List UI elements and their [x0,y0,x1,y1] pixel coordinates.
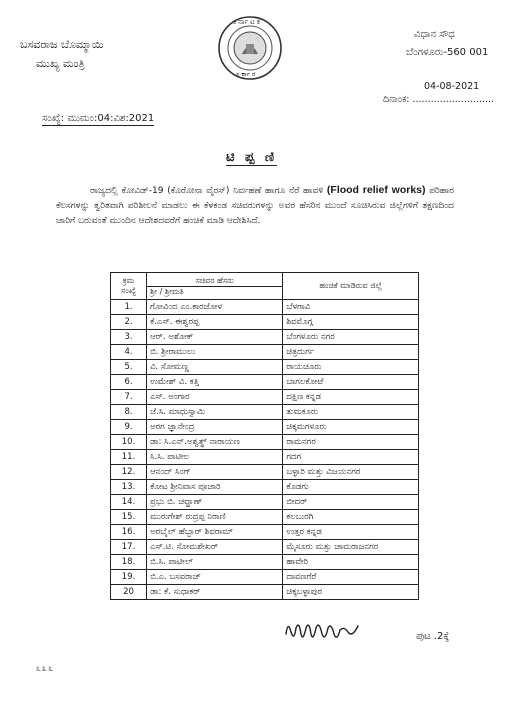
table-row [111,450,419,465]
row-sl-no: 9. [111,420,147,435]
row-district: ಬಳ್ಳಾರಿ ಮತ್ತು ವಿಜಯನಗರ [283,465,419,480]
row-district: ಗದಗ [283,450,419,465]
reference-number: ಸಂಖ್ಯೆ: ಮುಮಂ:04:ವಿಶ:2021 [42,113,155,124]
row-minister-name: ಆರ್. ಅಶೋಕ್ [147,330,283,345]
seal-bottom-text: ಸರ್ಕಾರ [236,70,258,78]
row-sl-no: 17. [111,540,147,555]
row-sl-no: 19. [111,570,147,585]
row-district: ಬೆಳಗಾವಿ [283,300,419,315]
government-seal [216,14,284,82]
row-sl-no: 11. [111,450,147,465]
row-district: ಚಿಕ್ಕಬಳ್ಳಾಪುರ [283,585,419,600]
table-row [111,435,419,450]
row-minister-name: ಮುರುಗೇಶ್ ರುದ್ರಪ್ಪ ನಿರಾಣಿ [147,510,283,525]
row-minister-name: ಬಿ.ಸಿ. ಪಾಟೀಲ್ [147,555,283,570]
row-minister-name: ಪ್ರಭು ಬಿ. ಚವ್ಹಾಣ್ [147,495,283,510]
page-continuation: ಪುಟ .2ಕ್ಕೆ [416,631,450,642]
document-title: ಟಿ ಪ್ಪ ಣಿ [226,150,278,165]
row-minister-name: ಕೆ.ಎಸ್. ಈಶ್ವರಪ್ಪ [147,315,283,330]
row-district: ರಾಯಚೂರು [283,360,419,375]
row-sl-no: 12. [111,465,147,480]
row-minister-name: ಅರಬೈಲ್ ಹೆಬ್ಬಾರ್ ಶಿವರಾಮ್ [147,525,283,540]
date-line [383,94,494,105]
corner-mark: ೬೩೬ [36,664,55,674]
row-district: ಶಿವಮೊಗ್ಗ [283,315,419,330]
row-district: ಬೆಂಗಳೂರು ನಗರ [283,330,419,345]
header-minister: ಸಚಿವರ ಹೆಸರು ಶ್ರೀ / ಶ್ರೀಮತಿ [147,273,283,300]
row-sl-no: 18. [111,555,147,570]
row-district: ಮೈಸೂರು ಮತ್ತು ಚಾಮರಾಜನಗರ [283,540,419,555]
row-sl-no: 8. [111,405,147,420]
row-sl-no: 14. [111,495,147,510]
body-line1: ರಾಜ್ಯದಲ್ಲಿ ಕೋವಿಡ್-19 (ಕೊರೋನಾ ವೈರಸ್) ನಿರ್ವಹಣೆ ಹಾಗೂ ನೆರೆ ಹಾವಳಿ [90,186,324,196]
table-row [111,390,419,405]
row-sl-no: 2. [111,315,147,330]
row-minister-name: ಆನಂದ್ ಸಿಂಗ್ [147,465,283,480]
table-row [111,495,419,510]
row-district: ಉತ್ತರ ಕನ್ನಡ [283,525,419,540]
row-district: ಚಿತ್ರದುರ್ಗ [283,345,419,360]
row-district: ಕಲಬುರಗಿ [283,510,419,525]
date-blank: ........................... [412,94,495,105]
row-sl-no: 5. [111,360,147,375]
table-row [111,420,419,435]
row-minister-name: ಕೋಟ ಶ್ರೀನಿವಾಸ ಪೂಜಾರಿ [147,480,283,495]
table-row [111,465,419,480]
row-district: ದಕ್ಷಿಣ ಕನ್ನಡ [283,390,419,405]
row-district: ಬಾಗಲಕೋಟೆ [283,375,419,390]
table-row [111,540,419,555]
flood-relief-text: (Flood relief works) [326,184,426,196]
table-row [111,555,419,570]
header-district: ಹಂಚಿಕೆ ಮಾಡಿರುವ ಜಿಲ್ಲೆ [283,273,419,300]
table-row [111,525,419,540]
row-district: ಹಾವೇರಿ [283,555,419,570]
row-district: ದಾವಣಗೆರೆ [283,570,419,585]
row-minister-name: ಡಾ: ಸಿ.ಎನ್.ಅಶ್ವತ್ಥ್ ನಾರಾಯಣ [147,435,283,450]
row-minister-name: ಗೋವಿಂದ ಎಂ.ಕಾರಜೋಳ [147,300,283,315]
row-minister-name: ಎಸ್. ಅಂಗಾರ [147,390,283,405]
row-sl-no: 6. [111,375,147,390]
minister-district-table [110,272,419,600]
row-sl-no: 15. [111,510,147,525]
row-district: ರಾಮನಗರ [283,435,419,450]
row-sl-no: 16. [111,525,147,540]
signature-mark [282,612,362,646]
table-row [111,330,419,345]
row-minister-name: ವಿ. ಸೋಮಣ್ಣ [147,360,283,375]
table-row [111,480,419,495]
row-sl-no: 13. [111,480,147,495]
table-row [111,570,419,585]
header-sl-no: ಕ್ರಮ ಸಂಖ್ಯೆ [111,273,147,300]
row-district: ಚಿಕ್ಕಮಗಳೂರು [283,420,419,435]
table-row [111,585,419,600]
table-row [111,360,419,375]
row-sl-no: 4. [111,345,147,360]
row-minister-name: ಜೆ.ಸಿ. ಮಾಧುಸ್ವಾಮಿ [147,405,283,420]
row-minister-name: ಎಸ್.ಟಿ. ಸೋಮಶೇಖರ್ [147,540,283,555]
city-pincode: ಬೆಂಗಳೂರು-560 001 [406,47,489,58]
table-row [111,300,419,315]
row-minister-name: ಡಾ: ಕೆ. ಸುಧಾಕರ್ [147,585,283,600]
row-minister-name: ಅರಗ ಜ್ಞಾನೇಂದ್ರ [147,420,283,435]
row-minister-name: ಉಮೇಶ್ ವಿ. ಕತ್ತಿ [147,375,283,390]
row-sl-no: 7. [111,390,147,405]
table-header-row [111,273,419,300]
row-sl-no: 3. [111,330,147,345]
row-district: ಬೀದರ್ [283,495,419,510]
table-row [111,375,419,390]
row-district: ಕೊಡಗು [283,480,419,495]
body-paragraph [56,183,454,229]
office-address: ವಿಧಾನ ಸೌಧ [414,29,455,40]
sender-designation: ಮುಖ್ಯ ಮಂತ್ರಿ [36,57,85,70]
row-sl-no: 1. [111,300,147,315]
table-row [111,345,419,360]
row-minister-name: ಬಿ.ಎ. ಬಸವರಾಜ್ [147,570,283,585]
table-row [111,510,419,525]
sender-name: ಬಸವರಾಜ ಬೊಮ್ಮಾಯಿ [20,38,104,51]
row-minister-name: ಸಿ.ಸಿ. ಪಾಟೀಲ [147,450,283,465]
table-row [111,315,419,330]
row-sl-no: 20 [111,585,147,600]
date-label: ದಿನಾಂಕ: [383,94,410,105]
table-row [111,405,419,420]
printed-date: 04-08-2021 [424,81,480,92]
row-minister-name: ಬಿ. ಶ್ರೀರಾಮುಲು [147,345,283,360]
row-district: ತುಮಕೂರು [283,405,419,420]
body-rest: ಪರಿಹಾರ ಕೆಲಸಗಳನ್ನು ತ್ವರಿತವಾಗಿ ಪರಿಶೀಲನೆ ಮಾಡಲು ಈ ಕೆಳಕಂಡ ಸಚಿವರುಗಳನ್ನು ಅವರ ಹೆಸರಿನ ಮುಂದೆ ಸೂಚಿಸಿರುವ ಜಿಲ್ಲೆಗಳಿಗೆ ತಕ್ಷಣದಿಂದ ಜಾರಿಗೆ ಬರುವಂತೆ ಮುಂದಿನ ಆದೇಶದವರೆಗೆ ಹಂಚಿಕೆ ಮಾಡಿ ಆದೇಶಿಸಿದೆ. [56,186,454,226]
row-sl-no: 10. [111,435,147,450]
seal-top-text: ಕರ್ನಾಟಕ [233,18,262,26]
